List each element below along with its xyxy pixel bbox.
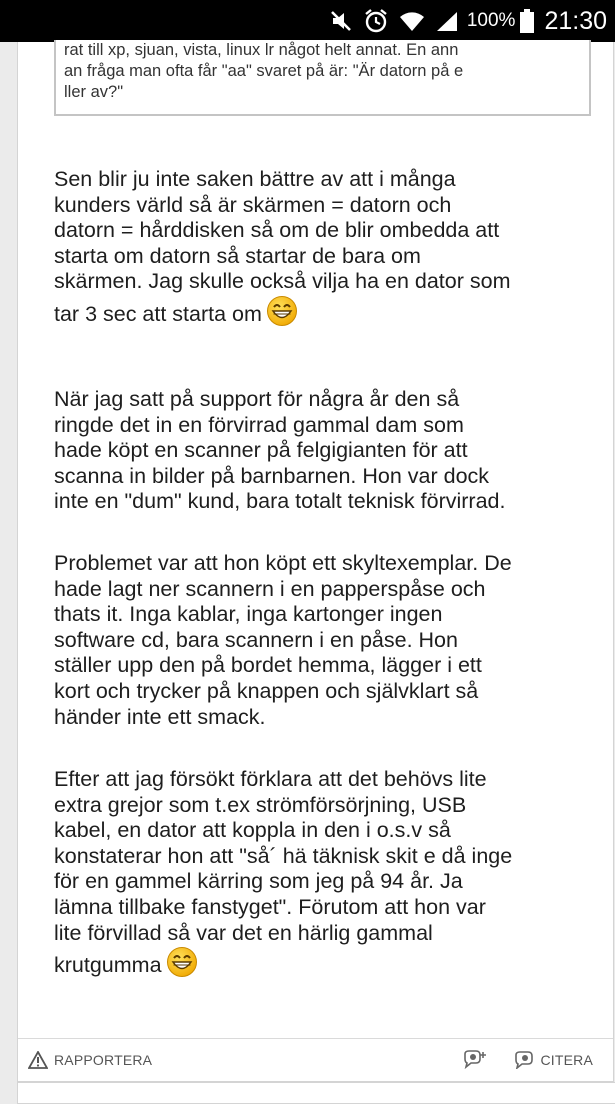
text-line: extra grejor som t.ex strömförsörjning, USB — [54, 792, 467, 817]
text-line — [54, 295, 584, 328]
post-paragraph — [54, 387, 584, 515]
post-paragraph — [54, 767, 584, 979]
text-line: hade köpt en scanner på felgigianten för att — [54, 438, 468, 463]
wifi-icon — [399, 9, 425, 33]
forum-post — [17, 42, 614, 1082]
post-paragraph — [54, 167, 584, 328]
quote-label: CITERA — [540, 1052, 593, 1068]
battery-percent: 100% — [466, 10, 516, 31]
text-line: hade lagt ner scannern i en papperspåse och — [54, 576, 486, 601]
multiquote-button[interactable] — [462, 1050, 488, 1070]
text-line: Sen blir ju inte saken bättre av att i många — [54, 167, 456, 191]
multiquote-icon — [462, 1050, 488, 1070]
text-line: konstaterar hon att "så´ hä täknisk skit e då inge — [54, 843, 513, 868]
quote-button[interactable] — [514, 1051, 593, 1069]
battery-icon — [520, 9, 534, 33]
text-line-content: krutgumma — [54, 953, 162, 978]
next-post-card — [17, 1082, 615, 1104]
quote-line: an fråga man ofta får "aa" svaret på är: "Är datorn på e — [64, 62, 464, 80]
quoted-text-box — [54, 40, 591, 116]
text-line: software cd, bara scannern i en påse. Hon — [54, 627, 458, 652]
clock-time: 21:30 — [544, 6, 607, 35]
grin-emoji-icon — [266, 295, 298, 327]
text-line: När jag satt på support för några år den så — [54, 387, 460, 411]
text-line: inte en "dum" kund, bara totalt teknisk förvirrad. — [54, 489, 506, 514]
text-line: lite förvillad så var det en härlig gammal — [54, 920, 433, 945]
alarm-icon — [363, 8, 389, 34]
text-line: scanna in bilder på barnbarnen. Hon var dock — [54, 463, 490, 488]
signal-icon — [435, 10, 459, 32]
report-button[interactable] — [28, 1051, 152, 1069]
quote-bubble-icon — [514, 1051, 536, 1069]
text-line: thats it. Inga kablar, inga kartonger ingen — [54, 602, 443, 627]
text-line: starta om datorn så startar de bara om — [54, 243, 421, 268]
text-line: händer inte ett smack. — [54, 704, 266, 729]
text-line: datorn = hårddisken så om de blir ombedda att — [54, 218, 500, 243]
text-line: kabel, en dator att koppla in den i o.s.v så — [54, 818, 451, 843]
post-paragraph — [54, 551, 584, 730]
quote-line: rat till xp, sjuan, vista, linux lr något helt annat. En ann — [64, 41, 459, 59]
report-label: RAPPORTERA — [54, 1052, 153, 1068]
mute-icon — [329, 10, 353, 32]
status-bar — [0, 0, 615, 42]
text-line: ringde det in en förvirrad gammal dam som — [54, 412, 464, 437]
text-line: lämna tillbake fanstyget". Förutom att hon var — [54, 894, 486, 919]
text-line: kunders värld så är skärmen = datorn och — [54, 192, 452, 217]
text-line — [54, 946, 584, 979]
text-line: för en gammel kärring som jeg på 94 år. Ja — [54, 869, 463, 894]
text-line: skärmen. Jag skulle också vilja ha en dator som — [54, 269, 511, 294]
grin-emoji-icon — [166, 946, 198, 978]
quote-line: ller av?" — [64, 83, 124, 101]
post-action-bar — [18, 1039, 613, 1081]
text-line: kort och trycker på knappen och självklart så — [54, 678, 479, 703]
text-line: ställer upp den på bordet hemma, lägger i ett — [54, 653, 482, 678]
text-line: Efter att jag försökt förklara att det behövs lite — [54, 767, 487, 791]
warning-icon — [28, 1051, 48, 1069]
text-line: Problemet var att hon köpt ett skyltexemplar. De — [54, 551, 512, 575]
text-line-content: tar 3 sec att starta om — [54, 301, 262, 326]
